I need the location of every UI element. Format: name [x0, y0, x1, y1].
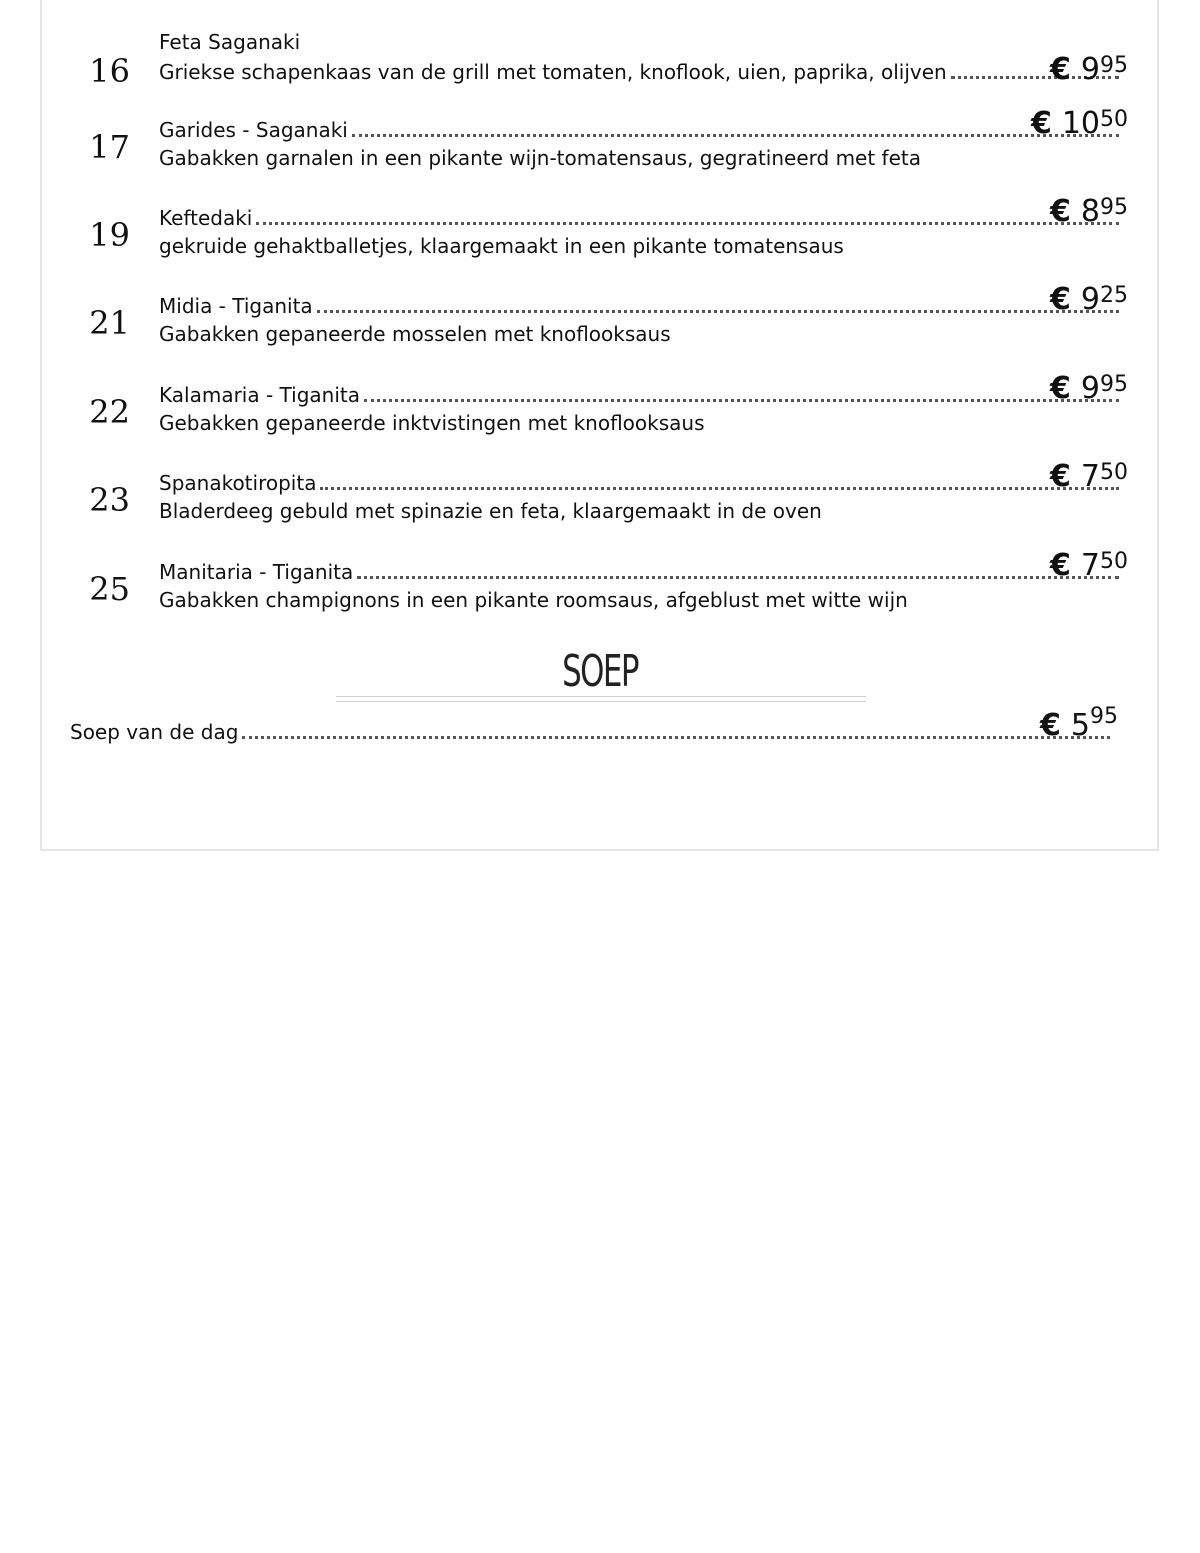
- menu-item-22: [0, 371, 1200, 461]
- price-cents: 95: [1100, 53, 1128, 78]
- item-price: [1030, 106, 1128, 141]
- price-cents: 50: [1100, 549, 1128, 574]
- item-number: 23: [89, 481, 130, 519]
- menu-item-16: [0, 28, 1200, 108]
- item-number: 16: [89, 52, 130, 90]
- item-price: [1050, 282, 1128, 317]
- item-number: 19: [89, 216, 130, 254]
- item-name: Feta Saganaki: [159, 30, 301, 54]
- price-cents: 50: [1100, 460, 1128, 485]
- item-price: [1050, 194, 1128, 229]
- price-whole: 7: [1080, 548, 1100, 583]
- menu-item-21: [0, 282, 1200, 372]
- dotted-leader: [364, 399, 1119, 402]
- currency-symbol: €: [1050, 548, 1071, 583]
- menu-item-17: [0, 106, 1200, 196]
- price-whole: 7: [1080, 459, 1100, 494]
- price-whole: 5: [1070, 708, 1090, 743]
- item-name: Soep van de dag: [70, 720, 239, 744]
- menu-item-25: [0, 548, 1200, 638]
- item-description: Griekse schapenkaas van de grill met tomaten, knoflook, uien, paprika, olijven: [159, 60, 947, 84]
- price-whole: 9: [1080, 52, 1100, 87]
- item-number: 21: [89, 304, 130, 342]
- item-description: Gabakken champignons in een pikante roomsaus, afgeblust met witte wijn: [159, 588, 908, 612]
- item-number: 25: [89, 570, 130, 608]
- price-cents: 50: [1100, 107, 1128, 132]
- currency-symbol: €: [1050, 194, 1071, 229]
- soup-price: [1040, 704, 1118, 743]
- item-name: Keftedaki: [159, 206, 253, 230]
- item-description: Gebakken gepaneerde inktvistingen met knoflooksaus: [159, 411, 705, 435]
- item-name: Kalamaria - Tiganita: [159, 383, 360, 407]
- price-whole: 10: [1061, 106, 1100, 141]
- price-cents: 95: [1100, 195, 1128, 220]
- currency-symbol: €: [1050, 282, 1071, 317]
- dotted-leader: [352, 134, 1119, 137]
- soup-item: [70, 718, 1114, 744]
- currency-symbol: €: [1040, 708, 1061, 743]
- price-cents: 95: [1090, 704, 1118, 729]
- price-whole: 8: [1080, 194, 1100, 229]
- price-cents: 95: [1100, 372, 1128, 397]
- currency-symbol: €: [1050, 52, 1071, 87]
- item-number: 22: [89, 393, 130, 431]
- section-title: SOEP: [562, 646, 638, 697]
- currency-symbol: €: [1050, 371, 1071, 406]
- item-number: 17: [89, 128, 130, 166]
- item-description: Gabakken garnalen in een pikante wijn-tomatensaus, gegratineerd met feta: [159, 146, 921, 170]
- item-name: Midia - Tiganita: [159, 294, 313, 318]
- price-whole: 9: [1080, 371, 1100, 406]
- currency-symbol: €: [1030, 106, 1052, 141]
- item-description: Gabakken gepaneerde mosselen met knoflooksaus: [159, 322, 671, 346]
- dotted-leader: [256, 222, 1119, 225]
- currency-symbol: €: [1050, 459, 1071, 494]
- item-price: [1050, 371, 1128, 406]
- dotted-leader: [357, 576, 1119, 579]
- dotted-leader: [320, 487, 1119, 490]
- menu-item-23: [0, 459, 1200, 549]
- item-price: [1050, 459, 1128, 494]
- item-price: [1050, 52, 1128, 87]
- dotted-leader: [317, 310, 1119, 313]
- menu-item-19: [0, 194, 1200, 284]
- item-name: Garides - Saganaki: [159, 118, 348, 142]
- dotted-leader: [242, 736, 1110, 739]
- item-name: Spanakotiropita: [159, 471, 317, 495]
- price-cents: 25: [1100, 283, 1128, 308]
- price-whole: 9: [1080, 282, 1100, 317]
- item-description: Bladerdeeg gebuld met spinazie en feta, klaargemaakt in de oven: [159, 499, 822, 523]
- item-price: [1050, 548, 1128, 583]
- item-description: gekruide gehaktballetjes, klaargemaakt in een pikante tomatensaus: [159, 234, 844, 258]
- section-divider: [336, 696, 866, 702]
- item-name: Manitaria - Tiganita: [159, 560, 354, 584]
